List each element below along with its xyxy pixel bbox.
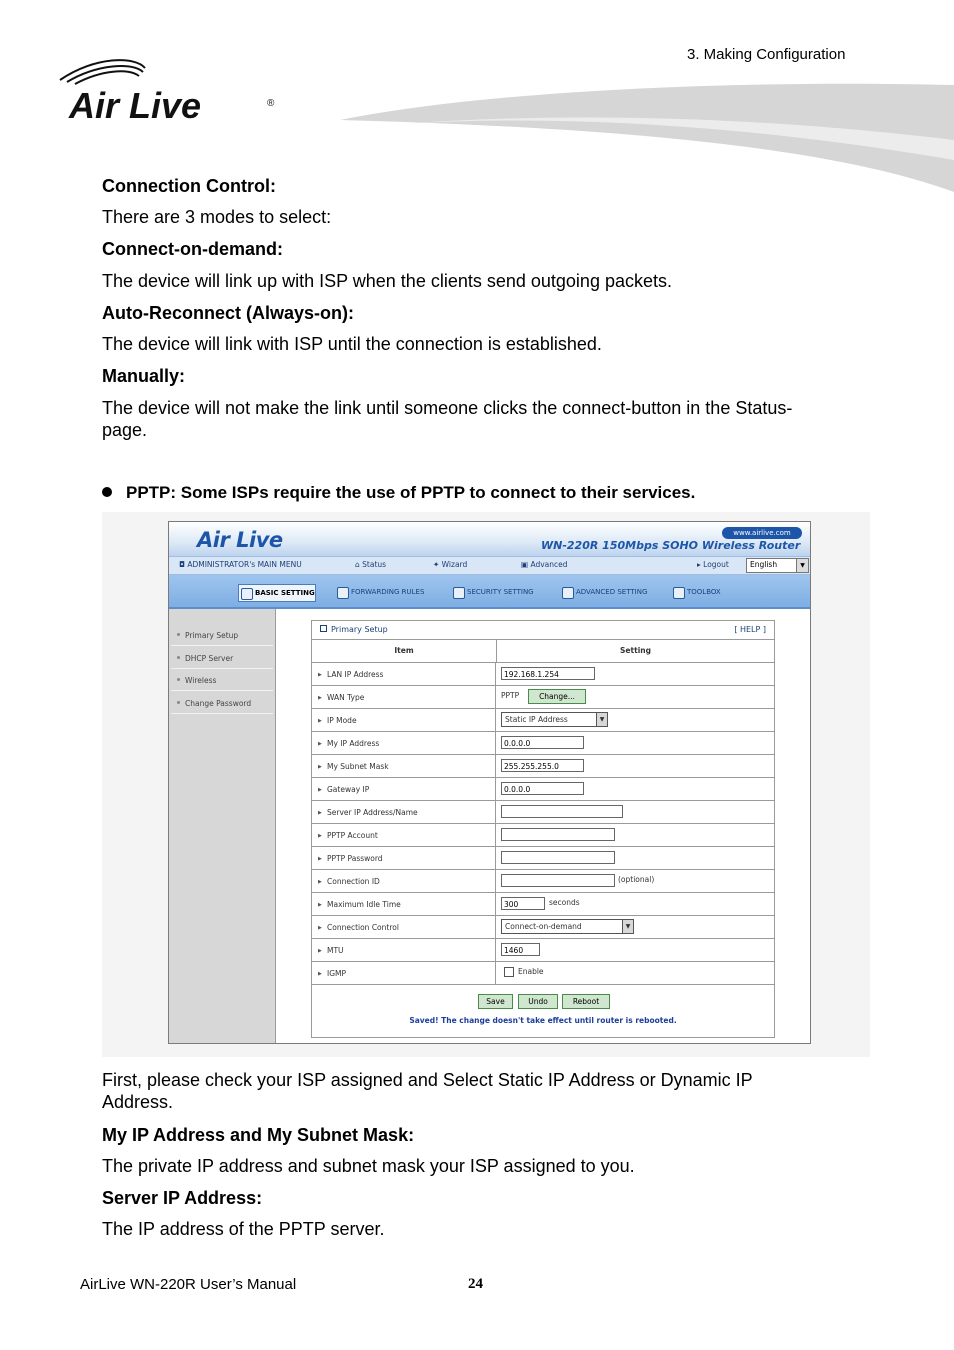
subnet-mask-label: ▶ My Subnet Mask: [312, 755, 496, 777]
logout-link[interactable]: ▸ Logout: [697, 560, 729, 569]
router-topbar: [169, 522, 810, 556]
mtu-input[interactable]: 1460: [501, 943, 540, 956]
sidebar-item-wireless[interactable]: Wireless: [171, 671, 273, 691]
panel-title: Primary Setup: [331, 625, 388, 634]
chevron-down-icon: ▼: [596, 713, 607, 726]
ip-mode-label: ▶ IP Mode: [312, 709, 496, 731]
auto-reconnect-heading: Auto-Reconnect (Always-on):: [102, 303, 354, 323]
pptp-bullet: PPTP: Some ISPs require the use of PPTP to connect to their services.: [102, 483, 695, 503]
sidebar-item-primary-setup[interactable]: Primary Setup: [171, 626, 273, 646]
router-model: WN-220R 150Mbps SOHO Wireless Router: [541, 539, 801, 552]
chapter-heading: 3. Making Configuration: [687, 46, 846, 63]
connection-control-text: There are 3 modes to select:: [102, 207, 332, 227]
undo-button[interactable]: Undo: [518, 994, 558, 1009]
toolbox-icon: [673, 587, 685, 599]
reboot-button[interactable]: Reboot: [562, 994, 610, 1009]
change-wan-button[interactable]: Change...: [528, 689, 586, 704]
sidebar-item-change-password[interactable]: Change Password: [171, 694, 273, 714]
help-link[interactable]: [ HELP ]: [734, 625, 766, 634]
sidebar-item-dhcp-server[interactable]: DHCP Server: [171, 649, 273, 669]
idle-time-input[interactable]: 300: [501, 897, 545, 910]
table-row: [312, 824, 774, 847]
router-sidebar: [169, 609, 276, 1044]
connection-control-select[interactable]: Connect-on-demand ▼: [501, 919, 634, 934]
bullet-icon: [102, 487, 112, 497]
lan-ip-label: ▶ LAN IP Address: [312, 663, 496, 685]
table-row: [312, 778, 774, 801]
pptp-password-label: ▶ PPTP Password: [312, 847, 496, 869]
igmp-label: ▶ IGMP: [312, 962, 496, 984]
advanced-icon: [562, 587, 574, 599]
tab-advanced-setting[interactable]: ADVANCED SETTING: [560, 584, 647, 600]
seconds-unit: seconds: [549, 898, 580, 907]
panel-header: [312, 621, 774, 640]
table-row: [312, 801, 774, 824]
table-row: [312, 663, 774, 686]
router-brand: Air Live: [197, 528, 283, 552]
igmp-enable-checkbox[interactable]: [504, 967, 514, 977]
auto-reconnect-text: The device will link with ISP until the connection is established.: [102, 334, 602, 354]
mtu-label: ▶ MTU: [312, 939, 496, 961]
admin-menu-link[interactable]: ◘ ADMINISTRATOR's MAIN MENU: [179, 560, 302, 569]
airlive-url-badge[interactable]: www.airlive.com: [722, 527, 802, 539]
tab-security-setting[interactable]: SECURITY SETTING: [451, 584, 534, 600]
basic-setting-icon: [241, 588, 253, 600]
gateway-ip-label: ▶ Gateway IP: [312, 778, 496, 800]
column-headers: [312, 640, 774, 663]
table-row: [312, 870, 774, 893]
router-tabbar: [169, 575, 810, 609]
optional-note: (optional): [618, 875, 655, 884]
manually-heading: Manually:: [102, 366, 186, 386]
table-row: [312, 732, 774, 755]
connect-on-demand-heading: Connect-on-demand:: [102, 239, 283, 259]
my-ip-heading: My IP Address and My Subnet Mask:: [102, 1125, 415, 1145]
server-ip-input[interactable]: [501, 805, 623, 818]
my-ip-input[interactable]: 0.0.0.0: [501, 736, 584, 749]
status-link[interactable]: ⌂ Status: [355, 560, 387, 569]
col-setting: Setting: [620, 646, 651, 655]
primary-setup-table: [311, 620, 775, 1038]
table-row: [312, 755, 774, 778]
table-row: [312, 709, 774, 732]
wan-type-label: ▶ WAN Type: [312, 686, 496, 708]
router-menubar: [169, 556, 810, 575]
table-row: [312, 962, 774, 985]
language-select[interactable]: English ▼: [746, 558, 809, 573]
tab-basic-setting[interactable]: BASIC SETTING: [238, 584, 316, 602]
action-bar: [312, 985, 774, 1037]
chevron-down-icon: ▼: [622, 920, 633, 933]
table-row: [312, 847, 774, 870]
my-ip-text: The private IP address and subnet mask your ISP assigned to you.: [102, 1156, 635, 1176]
chevron-down-icon: ▼: [796, 559, 808, 572]
ip-mode-select[interactable]: Static IP Address ▼: [501, 712, 608, 727]
forwarding-icon: [337, 587, 349, 599]
table-row: [312, 939, 774, 962]
wan-type-value: PPTP: [501, 691, 520, 700]
connection-control-label: ▶ Connection Control: [312, 916, 496, 938]
pptp-password-input[interactable]: [501, 851, 615, 864]
gateway-ip-input[interactable]: 0.0.0.0: [501, 782, 584, 795]
connection-id-input[interactable]: [501, 874, 615, 887]
footer-manual-title: AirLive WN-220R User’s Manual: [80, 1276, 297, 1293]
router-screenshot: [168, 521, 811, 1044]
idle-time-label: ▶ Maximum Idle Time: [312, 893, 496, 915]
save-button[interactable]: Save: [478, 994, 513, 1009]
server-ip-text: The IP address of the PPTP server.: [102, 1219, 385, 1239]
connection-control-heading: Connection Control:: [102, 176, 276, 196]
svg-text:Air Live: Air Live: [69, 85, 202, 126]
pptp-account-input[interactable]: [501, 828, 615, 841]
page-number: 24: [468, 1276, 483, 1292]
server-ip-heading: Server IP Address:: [102, 1188, 263, 1208]
tab-toolbox[interactable]: TOOLBOX: [671, 584, 721, 600]
subnet-mask-input[interactable]: 255.255.255.0: [501, 759, 584, 772]
wizard-link[interactable]: ✦ Wizard: [433, 560, 468, 569]
my-ip-label: ▶ My IP Address: [312, 732, 496, 754]
advanced-link[interactable]: ▣ Advanced: [521, 560, 568, 569]
router-content: [276, 609, 810, 1044]
table-row: [312, 916, 774, 939]
table-row: [312, 893, 774, 916]
first-check-text: First, please check your ISP assigned and Select Static IP Address or Dynamic IP Address.: [102, 1070, 753, 1112]
server-ip-label: ▶ Server IP Address/Name: [312, 801, 496, 823]
security-icon: [453, 587, 465, 599]
saved-message: Saved! The change doesn't take effect until router is rebooted.: [409, 1016, 677, 1025]
connect-on-demand-text: The device will link up with ISP when the clients send outgoing packets.: [102, 271, 672, 291]
table-row: [312, 686, 774, 709]
tab-forwarding-rules[interactable]: FORWARDING RULES: [335, 584, 424, 600]
igmp-enable-label: Enable: [518, 967, 544, 976]
col-item: Item: [312, 640, 497, 662]
svg-text:®: ®: [267, 98, 275, 109]
manually-text: The device will not make the link until someone clicks the connect-button in the Status-page.: [102, 398, 793, 440]
airlive-logo: [55, 58, 285, 128]
connection-id-label: ▶ Connection ID: [312, 870, 496, 892]
lan-ip-input[interactable]: 192.168.1.254: [501, 667, 595, 680]
pptp-account-label: ▶ PPTP Account: [312, 824, 496, 846]
